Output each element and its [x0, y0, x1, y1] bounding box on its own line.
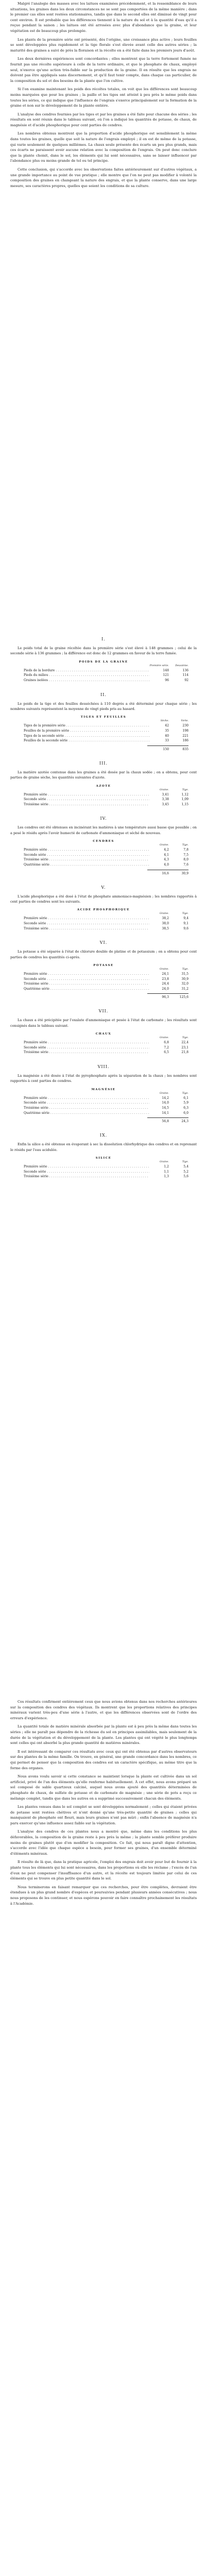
table-total: [10, 871, 188, 876]
row-label: Troisième série . . .: [24, 1106, 149, 1111]
table-total: [10, 747, 188, 752]
section-number: IX.: [99, 1133, 108, 1138]
row-value: 186: [182, 739, 188, 743]
section: [10, 940, 197, 999]
total-value: 16,6: [162, 871, 169, 875]
row-label: Quatrième série . . .: [24, 862, 149, 868]
table-row: [10, 972, 197, 977]
row-value: 24,0: [162, 987, 169, 991]
row-value: 7,5: [183, 853, 188, 857]
row-label: Seconde série . . .: [24, 853, 149, 858]
row-value: 114: [182, 673, 188, 677]
row-value: 6,0: [183, 1111, 188, 1115]
section: [10, 637, 197, 683]
row-value: 33: [165, 739, 169, 743]
table-row: [10, 738, 197, 743]
sum-rule: [147, 745, 188, 746]
table-row: [10, 1106, 197, 1111]
row-label: Feuilles de la seconde série . . .: [24, 738, 149, 743]
row-label: Pieds du milieu . . .: [24, 673, 149, 678]
row-value: 24,1: [162, 972, 169, 976]
table-column-headers: [10, 665, 188, 667]
section-number: I.: [101, 637, 106, 641]
table-title: POIDS DE LA GRAINE: [79, 660, 128, 664]
total-value: 30,9: [181, 871, 188, 875]
row-label: Troisième série . . .: [24, 926, 149, 931]
row-value: 121: [163, 673, 169, 677]
row-label: Première série . . .: [24, 1096, 149, 1101]
column-header: Graine.: [160, 1160, 169, 1163]
section: [10, 1133, 197, 1179]
row-label: Troisième série . . .: [24, 981, 149, 987]
table-row: [10, 668, 197, 673]
row-value: 24,4: [162, 982, 169, 986]
table-row: [10, 853, 197, 858]
column-header: Deuxième.: [175, 664, 188, 667]
table-title: CHAUX: [95, 1032, 112, 1036]
row-label: Première série . . .: [24, 916, 149, 921]
table-title: CENDRES: [93, 840, 114, 843]
closing-paragraphs: [10, 1699, 197, 1909]
row-label: Première série . . .: [24, 1040, 149, 1045]
row-value: 7,6: [183, 862, 188, 867]
total-value: 125,6: [179, 995, 188, 999]
column-header: Tige.: [182, 1160, 188, 1163]
column-header: Tige.: [182, 788, 188, 791]
row-value: 6,1: [183, 1096, 188, 1100]
row-value: 4,3: [164, 858, 169, 862]
row-label: Troisième série . . .: [24, 1174, 149, 1179]
row-value: 14,0: [162, 1101, 169, 1105]
row-value: 4,2: [164, 848, 169, 852]
row-label: Seconde série . . .: [24, 1170, 149, 1175]
row-value: 32,0: [181, 982, 188, 986]
column-header: Verte.: [181, 720, 188, 723]
section-text: La chaux a été précipitée par l'oxalate d'ammoniaque et pesée à l'état de carbonate ; les résultats sont consignés dans le tableau suivant.: [10, 1018, 197, 1028]
table-total: [10, 1119, 188, 1124]
table-title: AZOTE: [96, 784, 111, 788]
row-value: 9,4: [183, 917, 188, 921]
row-value: 7,2: [164, 1045, 169, 1049]
row-label: Troisième série . . .: [24, 802, 149, 807]
section: [10, 692, 197, 752]
row-label: Première série . . .: [24, 1164, 149, 1170]
column-header: Graine.: [160, 968, 169, 971]
sum-rule: [147, 993, 188, 994]
row-value: 35: [165, 729, 169, 733]
section-number: VIII.: [97, 1064, 110, 1069]
row-value: 6,3: [183, 1106, 188, 1110]
row-value: 5,4: [183, 1164, 188, 1168]
table-row: [10, 792, 197, 798]
row-label: Seconde série . . .: [24, 921, 149, 926]
paragraph: Ces résultats confirment entièrement ceux que nous avions obtenus dans nos recherches antérieures sur la composition des cendres des végétaux. Ils montrent que les proportions relatives des principes minéraux varient très-peu d'une série à l'autre, et que les différences observées sont de l'ordre des erreurs d'expérience.: [10, 1700, 197, 1720]
table-row: [10, 1096, 197, 1101]
table-row: [10, 1111, 197, 1116]
row-value: 22,4: [181, 1041, 188, 1045]
row-label: Graines isolées . . .: [24, 678, 149, 683]
row-value: 31,5: [181, 972, 188, 976]
row-label: Seconde série . . .: [24, 1045, 149, 1050]
row-value: 31,2: [181, 987, 188, 991]
table-row: [10, 1164, 197, 1170]
row-value: 14,2: [162, 1096, 169, 1100]
table-row: [10, 678, 197, 683]
table-column-headers: [10, 844, 188, 846]
table-row: [10, 981, 197, 987]
row-label: Seconde série . . .: [24, 977, 149, 982]
row-value: 14,5: [162, 1106, 169, 1110]
table-row: [10, 802, 197, 807]
table-column-headers: [10, 968, 188, 971]
table-title: SILICE: [95, 1156, 112, 1160]
paragraph: Il résulte de là que, dans la pratique agricole, l'emploi des engrais doit avoir pour but de fournir à la plante tous les éléments qui lui sont nécessaires, dans les proportions où elle les réclame ; l'excès de l'un d'eux ne peut compenser l'insuffisance d'un autre, et la récolte est toujours limitée par celui de ces éléments qui se trouve en plus petite quantité dans le sol.: [10, 1860, 197, 1881]
column-header: Tige.: [182, 968, 188, 971]
row-label: Troisième série . . .: [24, 857, 149, 862]
row-label: Première série . . .: [24, 972, 149, 977]
row-value: 198: [182, 729, 188, 733]
row-value: 9,1: [183, 921, 188, 925]
row-label: Seconde série . . .: [24, 1100, 149, 1106]
section-text: Les cendres ont été obtenues en incinérant les matières à une température aussi basse que possible ; on a pesé le résidu après l'avoir humecté de carbonate d'ammoniaque et séché de nouveau.: [10, 825, 197, 835]
section-number: IV.: [100, 816, 107, 821]
row-value: 3,38: [162, 798, 169, 802]
section-number: II.: [100, 692, 107, 697]
table-row: [10, 673, 197, 678]
column-header: Tige.: [182, 1092, 188, 1095]
row-value: 7,8: [183, 848, 188, 852]
column-header: Tige.: [182, 844, 188, 847]
total-value: 96,3: [162, 995, 169, 999]
row-value: 38,2: [162, 917, 169, 921]
table-row: [10, 926, 197, 931]
paragraph: Malgré l'analogie des masses avec les laitues examinées précédemment, et la ressemblance de leurs situations, les graines dans les deux circonstances ne se sont pas comportées de la même manière ; dans le premier cas elles sont restées stationnaires, tandis que dans le second elles ont diminué de vingt pour cent environ. Il est probable que les différences tiennent à la nature du sol et à la quantité d'eau qu'il a reçue pendant la saison ; les laitues ont été arrosées avec plus d'abondance que la graine, et leur végétation est de beaucoup plus prolongée.: [10, 2, 197, 33]
section: [10, 885, 197, 931]
section-text: Enfin la silice a été obtenue en évaporant à sec la dissolution chlorhydrique des cendres et en reprenant le résidu par l'eau acidulée.: [10, 1142, 197, 1152]
table-total: [10, 995, 188, 999]
column-header: Graine.: [160, 844, 169, 847]
row-value: 4,1: [164, 853, 169, 857]
paragraph: L'analyse des cendres de ces plantes nous a montré que, même dans les conditions les plus défavorables, la composition de la graine reste à peu près la même ; la plante semble préférer produire moins de graines plutôt que d'en modifier la composition. Ce fait, qui nous paraît digne d'attention, s'accorde avec l'idée que chaque espèce a besoin, pour former ses graines, d'un ensemble déterminé d'éléments minéraux.: [10, 1829, 197, 1856]
row-value: 148: [163, 668, 169, 672]
row-value: 1,2: [164, 1164, 169, 1168]
row-value: 1,3: [164, 1175, 169, 1179]
total-value: 56,8: [162, 1120, 169, 1124]
paragraph: Les nombres obtenus montrent que la proportion d'acide phosphorique est sensiblement la même dans toutes les graines, quelle que soit la nature de l'engrais employé ; il en est de même de la potasse, qui varie seulement de quelques millièmes. La chaux seule présente des écarts un peu plus grands, mais ces écarts ne paraissent avoir aucune relation avec la composition de l'engrais. On peut donc conclure que la plante choisit, dans le sol, les éléments qui lui sont nécessaires, sans se laisser influencer par l'abondance plus ou moins grande de tel ou tel principe.: [10, 131, 197, 163]
table-row: [10, 797, 197, 802]
row-label: Quatrième série . . .: [24, 1111, 149, 1116]
table-title: ACIDE PHOSPHORIQUE: [77, 908, 130, 912]
table-row: [10, 1040, 197, 1045]
paragraph: Les plantes venues dans le sol complet se sont développées normalement ; celles qui étaient privées de potasse sont restées chétives et n'ont donné qu'une très-petite quantité de graines ; celles qui manquaient de phosphate ont fleuri, mais leurs graines n'ont pas mûri ; enfin l'absence de magnésie n'a paru exercer qu'une influence assez faible sur la végétation.: [10, 1805, 197, 1825]
row-value: 1,1: [164, 1170, 169, 1174]
row-value: 40: [165, 734, 169, 738]
table-column-headers: [10, 1161, 188, 1163]
column-header: Tige.: [182, 1037, 188, 1040]
sum-rule: [147, 1117, 188, 1118]
numbered-sections: [10, 628, 197, 1189]
section-text: Le poids total de la graine récoltée dans la première série s'est élevé à 148 grammes ; celui de la seconde série à 136 grammes ; la différence est donc de 12 grammes en faveur de la terre fumée.: [10, 646, 197, 656]
opening-paragraphs: [10, 1, 197, 192]
paragraph: Nous avons voulu savoir si cette constance se maintient lorsque la plante est cultivée dans un sol artificiel, privé de l'un des éléments qu'elle renferme habituellement. À cet effet, nous avons préparé un sol composé de sable quartzeux calciné, auquel nous avons ajouté des quantités déterminées de phosphate de chaux, de sulfate de potasse et de carbonate de magnésie ; une série de pots a reçu ce mélange complet, tandis que dans les autres on a supprimé successivement chacun des éléments.: [10, 1774, 197, 1801]
row-value: 230: [182, 724, 188, 728]
section: [10, 816, 197, 875]
row-value: 3,45: [162, 802, 169, 806]
column-header: Graine.: [160, 912, 169, 916]
total-value: 150: [163, 747, 169, 751]
column-header: Graine.: [160, 1037, 169, 1040]
table-row: [10, 862, 197, 868]
row-value: 30,9: [181, 977, 188, 981]
row-label: Feuilles de la première série . . .: [24, 728, 149, 734]
column-header: Graine.: [160, 1092, 169, 1095]
table-row: [10, 1174, 197, 1179]
section-text: La matière azotée contenue dans les graines a été dosée par la chaux sodée ; on a obtenu, pour cent parties de graine sèche, les quantités suivantes d'azote.: [10, 770, 197, 780]
table-column-headers: [10, 789, 188, 791]
paragraph: Les deux dernières expériences sont concordantes ; elles montrent que la terre fortement fumée ne fournit pas une récolte supérieure à celle de la terre ordinaire, et que le phosphate de chaux, employé seul, n'exerce qu'une action très-faible sur la production de la graine. Il en résulte que les engrais ne doivent pas être appliqués sans discernement, et qu'il faut tenir compte, dans chaque cas particulier, de la composition du sol et des besoins de la plante que l'on cultive.: [10, 57, 197, 83]
table-row: [10, 723, 197, 728]
row-value: 4,0: [164, 862, 169, 867]
row-value: 6,8: [164, 1041, 169, 1045]
column-header: Première série.: [149, 664, 169, 667]
row-value: 14,1: [162, 1111, 169, 1115]
table-row: [10, 848, 197, 853]
table-column-headers: [10, 1037, 188, 1039]
row-value: 6,5: [164, 1050, 169, 1055]
table-column-headers: [10, 1092, 188, 1095]
row-value: 42: [165, 724, 169, 728]
row-label: Première série . . .: [24, 848, 149, 853]
paragraph: Cette conclusion, qui s'accorde avec les observations faites antérieurement sur d'autres végétaux, a une grande importance au point de vue pratique ; elle montre que l'on ne peut pas modifier à volonté la composition des graines en changeant la nature des engrais, et que la plante conserve, dans une large mesure, ses caractères propres, quelles que soient les conditions de sa culture.: [10, 167, 197, 188]
table-title: MAGNÉSIE: [91, 1088, 116, 1091]
row-value: 1,15: [181, 802, 188, 806]
paragraph: L'analyse des cendres fournies par les tiges et par les graines a été faite pour chacune des séries ; les résultats en sont réunis dans le tableau suivant, où l'on a indiqué les quantités de potasse, de chaux, de magnésie et d'acide phosphorique pour cent parties de cendres.: [10, 112, 197, 127]
row-label: Première série . . .: [24, 792, 149, 798]
table-row: [10, 734, 197, 739]
table-row: [10, 1100, 197, 1106]
table-row: [10, 1045, 197, 1050]
column-header: Sèche.: [160, 720, 169, 723]
table-column-headers: [10, 912, 188, 915]
table-row: [10, 977, 197, 982]
row-value: 92: [184, 679, 188, 682]
table-row: [10, 916, 197, 921]
row-value: 1,09: [181, 798, 188, 802]
total-value: 835: [182, 747, 188, 751]
section: [10, 1064, 197, 1124]
section-number: V.: [101, 885, 106, 890]
row-value: 5,2: [183, 1170, 188, 1174]
section-text: L'acide phosphorique a été dosé à l'état de phosphate ammoniaco-magnésien ; les nombres rapportés à cent parties de cendres sont les suivants.: [10, 894, 197, 904]
paragraph: Il est intéressant de comparer ces résultats avec ceux qui ont été obtenus par d'autres observateurs sur des plantes de la même famille. On trouve, en général, une grande concordance dans les nombres, ce qui permet de penser que la composition des cendres est un caractère spécifique, au même titre que la forme des organes.: [10, 1749, 197, 1770]
row-value: 23,8: [162, 977, 169, 981]
row-value: 38,5: [162, 926, 169, 930]
table-row: [10, 987, 197, 992]
row-label: Pieds de la bordure . . .: [24, 668, 149, 673]
row-value: 5,9: [183, 1101, 188, 1105]
paragraph: La quantité totale de matière minérale absorbée par la plante est à peu près la même dans toutes les séries ; elle ne paraît pas dépendre de la richesse du sol en principes assimilables, mais seulement de la durée de la végétation et du développement de la plante. Les plantes qui ont végété le plus longtemps sont celles qui ont absorbé la plus grande quantité de matières minérales.: [10, 1724, 197, 1745]
table-row: [10, 728, 197, 734]
row-value: 221: [182, 734, 188, 738]
row-value: 136: [182, 668, 188, 672]
table-title: TIGES ET FEUILLES: [80, 716, 127, 719]
paragraph: Si l'on examine maintenant les poids des récoltes totales, on voit que les différences sont beaucoup moins marquées que pour les graines ; la paille et les tiges ont atteint à peu près le même poids dans toutes les séries, ce qui indique que l'influence de l'engrais s'exerce principalement sur la formation de la graine et non sur le développement de la plante entière.: [10, 87, 197, 108]
table-title: POTASSE: [93, 963, 114, 967]
row-value: 96: [165, 679, 169, 682]
section-text: La potasse a été séparée à l'état de chlorure double de platine et de potassium ; on a obtenu pour cent parties de cendres les quantités ci-après.: [10, 950, 197, 959]
paragraph: Nous terminerons en faisant remarquer que ces recherches, pour être complètes, devraient être étendues à un plus grand nombre d'espèces et poursuivies pendant plusieurs années consécutives ; nous nous proposons de les continuer, et nous espérons pouvoir en faire connaître prochainement les résultats à l'Académie.: [10, 1885, 197, 1906]
row-value: 1,12: [181, 792, 188, 796]
table-row: [10, 921, 197, 926]
section-text: Le poids de la tige et des feuilles desséchées à 110 degrés a été déterminé pour chaque série ; les nombres suivants représentent la moyenne de vingt pieds pris au hasard.: [10, 701, 197, 711]
section-number: III.: [99, 760, 108, 766]
row-label: Quatrième série . . .: [24, 987, 149, 992]
row-value: 3,41: [162, 792, 169, 796]
row-value: 21,8: [181, 1050, 188, 1055]
row-value: 5,6: [183, 1175, 188, 1179]
row-label: Seconde série . . .: [24, 797, 149, 802]
row-value: 9,6: [183, 926, 188, 930]
column-header: Graine.: [160, 788, 169, 791]
total-value: 24,3: [181, 1120, 188, 1124]
row-value: 38,0: [162, 921, 169, 925]
row-value: 8,0: [183, 858, 188, 862]
section-text: La magnésie a été dosée à l'état de pyrophosphate après la séparation de la chaux ; les nombres sont rapportés à cent parties de cendres.: [10, 1073, 197, 1083]
table-row: [10, 1050, 197, 1055]
paragraph: Les plants de la première série ont présenté, dès l'origine, une croissance plus active ; leurs feuilles se sont développées plus rapidement et la tige florale s'est élevée avant celle des autres séries ; la maturité des graines a suivi de près la floraison et la récolte en a été faite dans les premiers jours d'août.: [10, 37, 197, 53]
row-label: Tiges de la seconde série . . .: [24, 734, 149, 739]
section: [10, 761, 197, 807]
section-number: VI.: [99, 940, 108, 945]
column-header: Tige.: [182, 912, 188, 916]
row-label: Tiges de la première série . . .: [24, 723, 149, 728]
row-label: Troisième série . . .: [24, 1050, 149, 1055]
table-column-headers: [10, 720, 188, 722]
row-value: 23,1: [181, 1045, 188, 1049]
table-row: [10, 1170, 197, 1175]
section: [10, 1009, 197, 1055]
section-number: VII.: [98, 1009, 109, 1014]
table-row: [10, 857, 197, 862]
